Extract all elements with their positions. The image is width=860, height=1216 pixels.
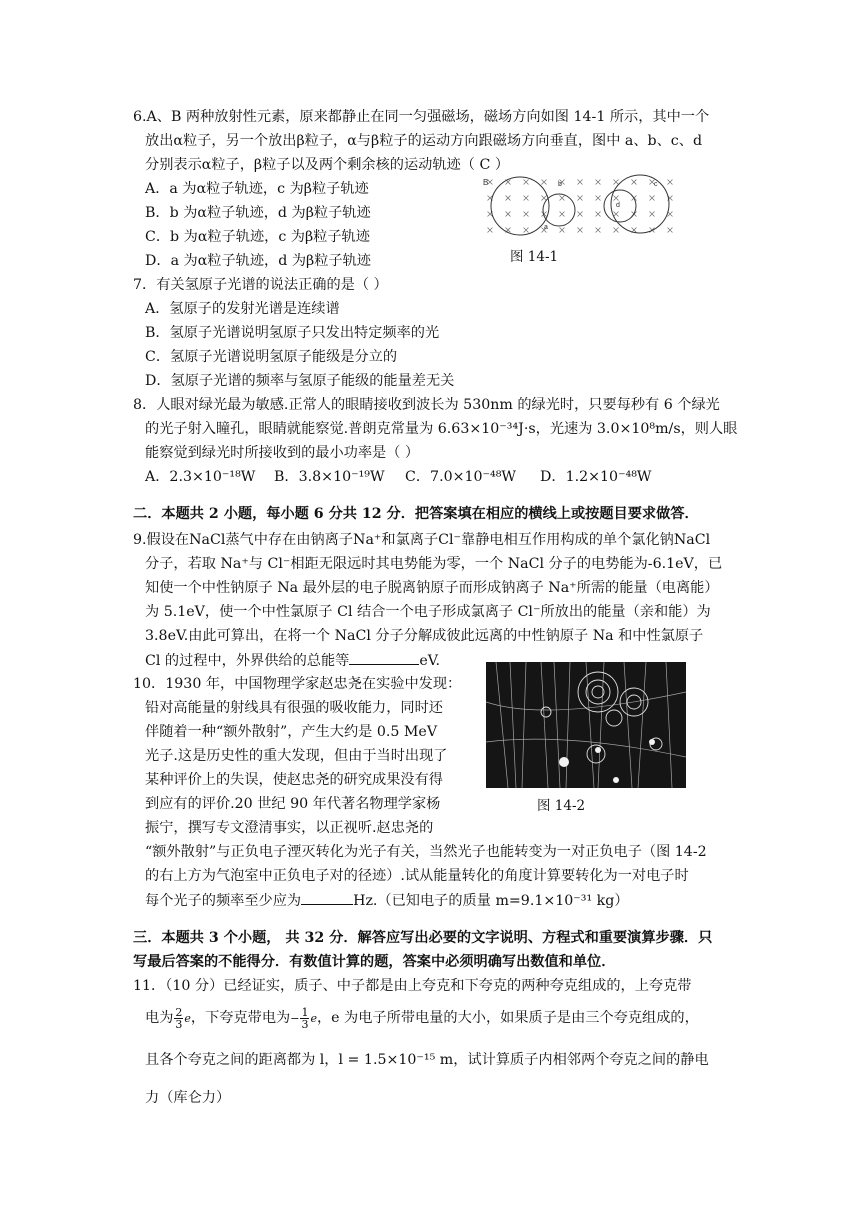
field-cross (650, 196, 655, 201)
field-cross (542, 180, 547, 185)
q11-line-2 (145, 1004, 699, 1033)
q9-line-2: 分子，若取 Na⁺与 Cl⁻相距无限远时其电势能为零，一个 NaCl 分子的电势能为-6.1eV，已 (145, 556, 723, 572)
q6-option-a: A．a 为α粒子轨迹，c 为β粒子轨迹 (145, 181, 369, 197)
fraction-one-third (300, 1007, 309, 1030)
field-cross (560, 228, 565, 233)
q10-line-9: 的右上方为气泡室中正负电子对的径迹）.试从能量转化的角度计算要转化为一对电子时 (145, 868, 689, 884)
field-cross (668, 180, 673, 185)
figure-14-1-magnetic-field (478, 174, 678, 240)
field-cross (542, 196, 547, 201)
q10-answer-blank[interactable] (301, 890, 353, 905)
field-cross (614, 196, 619, 201)
q9-line-6-unit: eV. (419, 653, 441, 669)
field-cross (596, 180, 601, 185)
q8-option-a: A．2.3×10⁻¹⁸W (145, 469, 256, 485)
q10-line-5: 某种评价上的失误，使赵忠尧的研究成果没有得 (145, 772, 443, 788)
q7-option-a: A．氢原子的发射光谱是连续谱 (145, 301, 340, 317)
q9-line-5: 3.8eV.由此可算出，在将一个 NaCl 分子分解成彼此远离的中性钠原子 Na 和中性氯原子 (145, 628, 704, 644)
q11-text-b: ，下夸克带电为 (190, 1010, 291, 1026)
field-cross-marks (488, 180, 673, 233)
q11-line-1: 11．（10 分）已经证实，质子、中子都是由上夸克和下夸克的两种夸克组成的，上夸克带 (133, 978, 692, 994)
field-cross (560, 212, 565, 217)
charge-e: e (184, 1012, 191, 1025)
q10-line-4: 光子.这是历史性的重大发现，但由于当时出现了 (145, 748, 448, 764)
charge-e: e (310, 1012, 317, 1025)
q11-line-3: 且各个夸克之间的距离都为 l，l = 1.5×10⁻¹⁵ m，试计算质子内相邻两个夸克之间的静电 (145, 1052, 709, 1068)
track-circle-small (543, 194, 575, 226)
q6-line-1: 6.A、B 两种放射性元素，原来都静止在同一匀强磁场，磁场方向如图 14-1 所示，其中一个 (133, 109, 710, 125)
field-cross (650, 212, 655, 217)
field-cross (578, 180, 583, 185)
field-cross (578, 196, 583, 201)
q6-option-c: C．b 为α粒子轨迹，c 为β粒子轨迹 (145, 229, 370, 245)
q10-line-3: 伴随着一种“额外散射”，产生大约是 0.5 MeV (145, 724, 438, 740)
q8-option-c: C．7.0×10⁻⁴⁸W (405, 469, 516, 485)
field-cross (524, 228, 529, 233)
q10-line-1: 10．1930 年，中国物理学家赵忠尧在实验中发现： (133, 676, 462, 692)
section-3-header-line-1: 三．本题共 3 个小题， 共 32 分．解答应写出必要的文字说明、方程式和重要演算步骤．只 (133, 930, 713, 946)
fraction-numerator: 2 (175, 1005, 183, 1019)
q9-line-6 (145, 650, 440, 671)
q6-line-2: 放出α粒子，另一个放出β粒子，α与β粒子的运动方向跟磁场方向垂直，图中 a、b、c、d (145, 133, 703, 149)
q10-line-10-tail: Hz.（已知电子的质量 m=9.1×10⁻³¹ kg） (353, 893, 629, 909)
field-cross (596, 212, 601, 217)
q11-line-4: 力（库仑力） (145, 1090, 231, 1106)
q10-line-8: “额外散射”与正负电子湮灭转化为光子有关，当然光子也能转变为一对正负电子（图 14-2 (145, 844, 707, 860)
field-cross (578, 228, 583, 233)
q7-option-c: C．氢原子光谱说明氢原子能级是分立的 (145, 349, 398, 365)
q11-text-c: ，e 为电子所带电量的大小，如果质子是由三个夸克组成的， (316, 1010, 699, 1026)
q6-line-3 (145, 155, 509, 175)
q8-option-d: D．1.2×10⁻⁴⁸W (540, 469, 652, 485)
field-cross (506, 212, 511, 217)
q9-line-4: 为 5.1eV，使一个中性氯原子 Cl 结合一个电子形成氯离子 Cl⁻所放出的能量（亲和能）为 (145, 604, 711, 620)
q9-answer-blank[interactable] (349, 650, 419, 665)
figure-14-1-caption: 图 14-1 (510, 249, 559, 265)
q9-line-6-text: Cl 的过程中，外界供给的总能等 (145, 653, 350, 669)
section-2-header: 二．本题共 2 小题，每小题 6 分共 12 分．把答案填在相应的横线上或按题目要求做答． (133, 506, 699, 522)
q10-line-7: 振宁，撰写专文澄清事实，以正视听.赵忠尧的 (145, 820, 434, 836)
q8-line-3: 能察觉到绿光时所接收到的最小功率是（ ） (145, 445, 420, 461)
field-cross (524, 196, 529, 201)
label-a: a (544, 224, 548, 231)
field-cross (668, 228, 673, 233)
q7-option-b: B．氢原子光谱说明氢原子只发出特定频率的光 (145, 325, 440, 341)
q8-option-b: B．3.8×10⁻¹⁹W (274, 469, 385, 485)
field-cross (614, 180, 619, 185)
field-cross (632, 180, 637, 185)
q7-stem: 7．有关氢原子光谱的说法正确的是（ ） (133, 277, 388, 293)
field-cross (524, 180, 529, 185)
q8-line-1: 8．人眼对绿光最为敏感.正常人的眼睛接收到波长为 530nm 的绿光时，只要每秒有 6 个绿光 (133, 397, 720, 413)
q10-line-10-text: 每个光子的频率至少应为 (145, 893, 302, 909)
field-cross (596, 228, 601, 233)
label-B: B (483, 178, 489, 187)
track-circle-large (491, 177, 549, 235)
q6-option-d: D．a 为α粒子轨迹，d 为β粒子轨迹 (145, 253, 371, 269)
bubble-chamber-tracks (486, 662, 686, 788)
q7-option-d: D．氢原子光谱的频率与氢原子能级的能量差无关 (145, 373, 455, 389)
q10-line-2: 铅对高能量的射线具有很强的吸收能力，同时还 (145, 700, 443, 716)
field-cross (560, 196, 565, 201)
field-cross (578, 212, 583, 217)
q11-text-a: 电为 (145, 1010, 174, 1026)
figure-14-2-caption: 图 14-2 (537, 798, 586, 814)
fraction-denominator: 3 (301, 1017, 309, 1031)
minus-sign: − (290, 1012, 300, 1025)
q10-line-6: 到应有的评价.20 世纪 90 年代著名物理学家杨 (145, 796, 441, 812)
q10-line-10 (145, 890, 629, 911)
q6-stem-close: ） (494, 157, 510, 173)
section-3-header-line-2: 写最后答案的不能得分．有数值计算的题，答案中必须明确写出数值和单位． (133, 954, 616, 970)
q9-line-1: 9.假设在NaCl蒸气中存在由钠离子Na⁺和氯离子Cl⁻靠静电相互作用构成的单个氯化钠NaCl (133, 532, 711, 548)
field-cross (488, 228, 493, 233)
q6-answer: C (479, 157, 491, 173)
figure-14-2-bubble-chamber-photo (486, 662, 686, 788)
q6-stem-text: 分别表示α粒子，β粒子以及两个剩余核的运动轨迹（ (145, 157, 475, 173)
field-cross (506, 196, 511, 201)
q9-line-3: 知使一个中性钠原子 Na 最外层的电子脱离钠原子而形成钠离子 Na⁺所需的能量（电离能） (145, 580, 719, 596)
fraction-numerator: 1 (301, 1005, 309, 1019)
field-cross (614, 228, 619, 233)
field-cross (614, 212, 619, 217)
field-cross (524, 212, 529, 217)
label-d: d (616, 202, 620, 209)
label-b: b (558, 181, 562, 188)
q6-option-b: B．b 为α粒子轨迹，d 为β粒子轨迹 (145, 205, 371, 221)
q8-line-2: 的光子射入瞳孔，眼睛就能察觉.普朗克常量为 6.63×10⁻³⁴J·s，光速为 3.0×10⁸m/s，则人眼 (145, 421, 738, 437)
fraction-denominator: 3 (175, 1017, 183, 1031)
field-cross (596, 196, 601, 201)
fraction-two-thirds (174, 1007, 183, 1030)
label-c: c (654, 181, 658, 188)
track-circle-inner (604, 190, 636, 222)
